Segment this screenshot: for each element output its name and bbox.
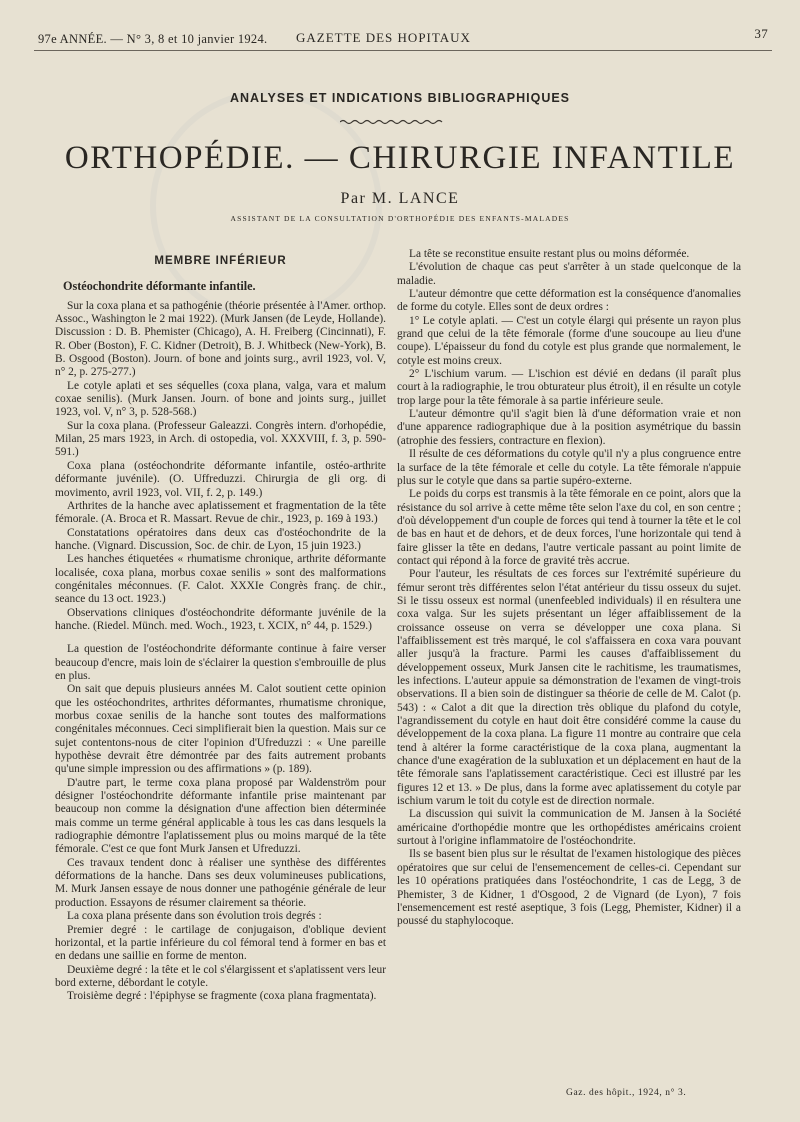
reference-entry: Coxa plana (ostéochondrite déformante infantile, ostéo-arthrite déformante juvénile). (O. Uffreduzzi. Chirurgia de gli org. di movimento, avril 1923, vol. VII, f. 2, p. 149.) <box>55 459 386 499</box>
reference-entry: Sur la coxa plana et sa pathogénie (théorie présentée à l'Amer. orthop. Assoc., Washington le 2 mai 1922). (Murk Jansen (de Leyde, Hollande). Discussion : D. B. Phemister (Chicago), A. H. Freiberg (Cincinnati), F. R. Ober (Boston), F. C. Kidner (Detroit), B. J. Whitbeck (New-York), B. B. Osgood (Boston). Journ. of bone and joints surg., avril 1923, vol. V, n° 2, p. 275-277.) <box>55 299 386 379</box>
ornament-rule <box>340 119 444 125</box>
body-paragraph: L'auteur démontre que cette déformation est la conséquence d'anomalies de forme du cotyle. Elles sont de deux ordres : <box>397 288 741 314</box>
body-paragraph: Pour l'auteur, les résultats de ces forces sur l'extrémité supérieure du fémur seront très différentes selon l'état antérieur du tissu osseux du sujet. Si le tissu osseux est normal (unenfeebled individuals) il en résultera une coxa valga. Sur les sujets présentant un léger affaiblissement de la croissance osseuse on verra se développer une coxa plana. Si l'affaiblissement est très marqué, le col s'affaissera en coxa vara pouvant aller jusqu'à la fracture. Parmi les causes d'affaiblissement du développement osseux, Murk Jansen cite le rachitisme, les traumatismes, les infections. L'auteur appuie sa démonstration de l'examen de vingt-trois observations. Il a bien soin de distinguer sa théorie de celle de M. Calot (p. 543) : « Calot a dit que la direction très oblique du plafond du cotyle, l'agrandissement du cotyle en haut doit être considéré comme la cause du développement de la coxa plana. La figure 11 montre au contraire que cela tend à altérer la forme caractéristique de la coxa plana, augmentant la chance d'une exagération de la subluxation et un déplacement en haut de la tête fémorale sans l'aplatissement caractéristique. Ceci est illustré par les figures 12 et 13. » De plus, dans la forme avec aplatissement du cotyle par ischium varum le toit du cotyle est de direction normale. <box>397 568 741 808</box>
body-paragraph: Ces travaux tendent donc à réaliser une synthèse des différentes déformations de la hanche. Dans ses deux volumineuses publications, M. Murk Jansen essaye de nous donner une pathogénie générale de leur production. Essayons de résumer clairement sa théorie. <box>55 856 386 909</box>
body-paragraph: Deuxième degré : la tête et le col s'élargissent et s'aplatissent vers leur bord externe, débordant le cotyle. <box>55 963 386 989</box>
left-column <box>55 255 386 1004</box>
reference-entry: Constatations opératoires dans deux cas d'ostéochondrite de la hanche. (Vignard. Discussion, Soc. de chir. de Lyon, 15 juin 1923.) <box>55 526 386 552</box>
body-paragraph: La discussion qui suivit la communication de M. Jansen à la Société américaine d'orthopédie montre que les orthopédistes américains croient surtout à l'origine inflammatoire de l'ostéochondrite. <box>397 808 741 848</box>
body-paragraph: Premier degré : le cartilage de conjugaison, d'oblique devient horizontal, et la partie inférieure du col fémoral tend à former en bas et en dedans une saillie en forme de menton. <box>55 923 386 963</box>
reference-entry: Sur la coxa plana. (Professeur Galeazzi. Congrès intern. d'orhopédie, Milan, 25 mars 1923, in Arch. di ostopedia, vol. XXXVIII, f. 3, p. 590-591.) <box>55 419 386 459</box>
body-paragraph: L'auteur démontre qu'il s'agit bien là d'une déformation vraie et non d'une apparence radiographique due à la position asymétrique du bassin (atrophie des fessiers, contracture en flexion). <box>397 408 741 447</box>
body-paragraph: L'évolution de chaque cas peut s'arrêter à un stade quelconque de la maladie. <box>397 261 741 287</box>
section-heading: ANALYSES ET INDICATIONS BIBLIOGRAPHIQUES <box>229 91 571 105</box>
header-rule <box>34 50 772 51</box>
body-paragraph: Ils se basent bien plus sur le résultat de l'examen histologique des pièces opératoires que sur celui de l'ensemencement de celles-ci. Cependant sur les 10 opérations pratiquées dans l'ostéochondrite, 1 cas de Legg, 3 de Phemister, 3 de Kidner, 1 d'Osgood, 2 de Vignard (de Lyon), 7 fois l'ensemencement est resté aseptique, 3 fois (Legg, Phemister, Kidner) il a poussé du staphylocoque. <box>397 848 741 928</box>
page-number: 37 <box>754 26 768 41</box>
source-signature: Gaz. des hôpit., 1924, n° 3. <box>566 1088 687 1098</box>
body-paragraph: Troisième degré : l'épiphyse se fragmente (coxa plana fragmentata). <box>67 990 377 1003</box>
journal-name: GAZETTE DES HOPITAUX <box>296 30 471 45</box>
body-paragraph: Il résulte de ces déformations du cotyle qu'il n'y a plus congruence entre la surface de la tête fémorale et celle du cotyle. La tête fémorale n'appuie plus sur le cotyle que dans sa partie supéro-externe. <box>397 448 741 487</box>
topic-heading: Ostéochondrite déformante infantile. <box>63 279 256 294</box>
body-paragraph: 1° Le cotyle aplati. — C'est un cotyle élargi qui présente un rayon plus grand que celui de la tête fémorale (forme d'une soucoupe au lieu d'une coupe). L'épaisseur du fond du cotyle est plus grande que normalement, le cotyle est moins creux. <box>397 314 741 367</box>
spacer <box>55 633 386 643</box>
article-title: ORTHOPÉDIE. — CHIRURGIE INFANTILE <box>64 140 736 176</box>
running-head <box>38 26 768 48</box>
body-paragraph: D'autre part, le terme coxa plana proposé par Waldenström pour désigner l'ostéochondrite déformante infantile prise maintenant par beaucoup non comme la désignation d'une affection bien déterminée mais comme un terme général applicable à tous les cas dans lesquels la radiographie démontre l'aplatissement plus ou moins marqué de la tête fémorale. C'est ce que font Murk Jansen et Ufreduzzi. <box>55 776 386 856</box>
body-paragraph: Le poids du corps est transmis à la tête fémorale en ce point, alors que la résistance du sol arrive à cette même tête selon l'axe du col, en son centre ; d'où développement d'un couple de forces qui tend à tourner la tête et le col de bas en haut et de dehors, et de deux forces, l'une horizontale qui tend à faire glisser la tête en dedans, l'autre verticale passant au point limite de contact qui répond à la force de gravité très accrue. <box>397 488 741 567</box>
body-paragraph: La tête se reconstitue ensuite restant plus ou moins déformée. <box>409 248 690 260</box>
author-role: ASSISTANT DE LA CONSULTATION D'ORTHOPÉDIE DES ENFANTS-MALADES <box>230 214 570 223</box>
issue-info: 97e ANNÉE. — N° 3, 8 et 10 janvier 1924. <box>38 32 268 46</box>
body-paragraph: 2° L'ischium varum. — L'ischion est dévié en dedans (il paraît plus court à la radiographie, le trou obturateur plus étroit), il en résulte un cotyle trop large pour la tête fémorale à sa partie inférieure seule. <box>397 368 741 407</box>
reference-entry: Observations cliniques d'ostéochondrite déformante juvénile de la hanche. (Riedel. Münch. med. Woch., 1923, t. XCIX, n° 44, p. 1529.) <box>55 606 386 632</box>
reference-entry: Le cotyle aplati et ses séquelles (coxa plana, valga, vara et malum coxae senilis). (Murk Jansen. Journ. of bone and joints surg., juillet 1923, vol. V, n° 3, p. 528-568.) <box>55 379 386 419</box>
subsection-heading: MEMBRE INFÉRIEUR <box>154 255 287 267</box>
body-paragraph: La question de l'ostéochondrite déformante continue à faire verser beaucoup d'encre, mais loin de s'éclairer la question s'embrouille de plus en plus. <box>55 643 386 682</box>
author-byline: Par M. LANCE <box>340 190 460 207</box>
reference-entry: Les hanches étiquetées « rhumatisme chronique, arthrite déformante localisée, coxa plana, morbus coxae senilis » sont des malformations congénitales méconnues. (F. Calot. XXXIe Congrès franç. de chir., seance du 13 oct. 1923.) <box>55 553 386 606</box>
right-column <box>397 248 741 929</box>
body-paragraph: La coxa plana présente dans son évolution trois degrés : <box>67 910 322 923</box>
body-paragraph: On sait que depuis plusieurs années M. Calot soutient cette opinion que les ostéochondrites, arthrites déformantes, rhumatisme chronique, morbus coxae senilis de la hanche sont toutes des malformations congénitales méconnues. Ceci simplifierait bien la question. Mais sur ce sujet contentons-nous de citer l'opinion d'Ufreduzzi : « Une pareille hypothèse devrait être démontrée par des faits autrement probants qu'une simple impression ou des affirmations » (p. 189). <box>55 683 386 776</box>
reference-entry: Arthrites de la hanche avec aplatissement et fragmentation de la tête fémorale. (A. Broca et R. Massart. Revue de chir., 1923, p. 169 à 193.) <box>55 499 386 526</box>
